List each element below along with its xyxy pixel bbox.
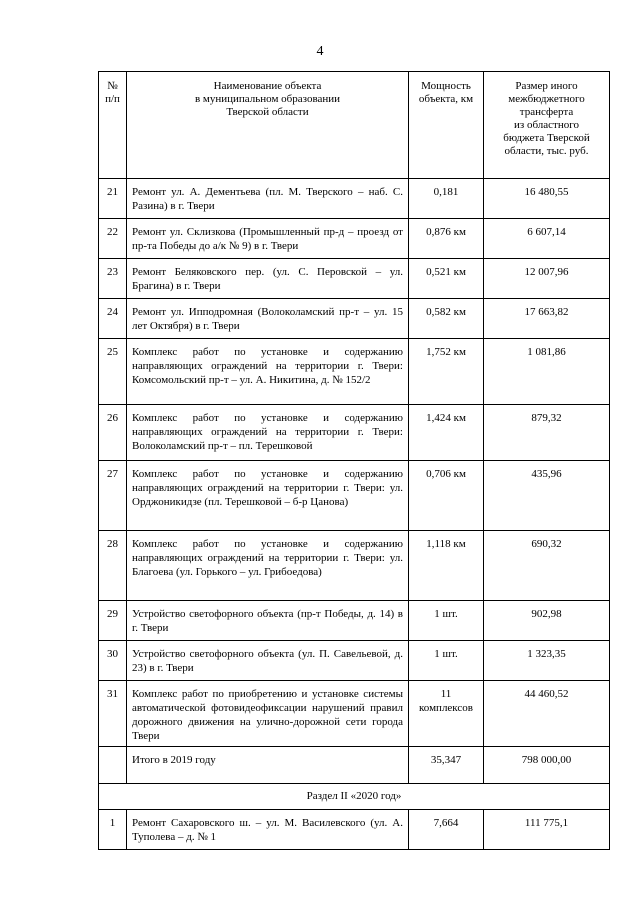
row-num: 24 [99, 299, 127, 339]
row-amount: 12 007,96 [484, 259, 610, 299]
table-row [99, 461, 610, 531]
row-num: 28 [99, 531, 127, 601]
total-label: Итого в 2019 году [127, 747, 409, 784]
transfer-table [98, 71, 610, 850]
header-num: № п/п [99, 72, 127, 179]
total-row [99, 747, 610, 784]
page-number: 4 [316, 44, 324, 59]
row-name: Комплекс работ по установке и содержанию направляющих ограждений на территории г. Твери: ул. Орджоникидзе (пл. Терешковой – б-р Цанова) [127, 461, 409, 531]
row-amount: 17 663,82 [484, 299, 610, 339]
total-capacity: 35,347 [409, 747, 484, 784]
row-amount: 111 775,1 [484, 810, 610, 850]
table-row [99, 179, 610, 219]
row-amount: 1 323,35 [484, 641, 610, 681]
row-capacity: 1,752 км [409, 339, 484, 405]
row-num: 26 [99, 405, 127, 461]
row-amount: 6 607,14 [484, 219, 610, 259]
row-name: Комплекс работ по приобретению и установке системы автоматической фотовидеофиксации нарушений правил дорожного движения на улично-дорожной сети города Твери [127, 681, 409, 747]
row-amount: 16 480,55 [484, 179, 610, 219]
header-amount: Размер иного межбюджетного трансферта из областного бюджета Тверской области, тыс. руб. [484, 72, 610, 179]
section-title: Раздел II «2020 год» [99, 784, 610, 810]
row-num: 27 [99, 461, 127, 531]
row-name: Ремонт Беляковского пер. (ул. С. Перовской – ул. Брагина) в г. Твери [127, 259, 409, 299]
table-row [99, 531, 610, 601]
row-name: Комплекс работ по установке и содержанию направляющих ограждений на территории г. Твери: ул. Благоева (ул. Горького – ул. Грибоедова) [127, 531, 409, 601]
row-name: Ремонт ул. Склизкова (Промышленный пр-д – проезд от пр-та Победы до а/к № 9) в г. Твери [127, 219, 409, 259]
row-amount: 1 081,86 [484, 339, 610, 405]
row-capacity: 11 комплексов [409, 681, 484, 747]
table-header-row [99, 72, 610, 179]
row-num: 31 [99, 681, 127, 747]
table-row [99, 810, 610, 850]
row-name: Комплекс работ по установке и содержанию направляющих ограждений на территории г. Твери: Волоколамский пр-т – пл. Терешковой [127, 405, 409, 461]
row-capacity: 1,118 км [409, 531, 484, 601]
table-row [99, 299, 610, 339]
section-header-row [99, 784, 610, 810]
table-row [99, 339, 610, 405]
row-name: Комплекс работ по установке и содержанию направляющих ограждений на территории г. Твери: Комсомольский пр-т – ул. А. Никитина, д. № 152/2 [127, 339, 409, 405]
header-name: Наименование объекта в муниципальном образовании Тверской области [127, 72, 409, 179]
row-amount: 879,32 [484, 405, 610, 461]
row-capacity: 0,876 км [409, 219, 484, 259]
row-num: 29 [99, 601, 127, 641]
row-num: 25 [99, 339, 127, 405]
header-capacity: Мощность объекта, км [409, 72, 484, 179]
row-amount: 435,96 [484, 461, 610, 531]
row-num: 23 [99, 259, 127, 299]
row-amount: 690,32 [484, 531, 610, 601]
table-row [99, 641, 610, 681]
row-num: 22 [99, 219, 127, 259]
row-capacity: 1 шт. [409, 641, 484, 681]
row-capacity: 0,706 км [409, 461, 484, 531]
row-capacity: 0,181 [409, 179, 484, 219]
row-name: Ремонт ул. А. Дементьева (пл. М. Тверского – наб. С. Разина) в г. Твери [127, 179, 409, 219]
table-row [99, 681, 610, 747]
row-name: Устройство светофорного объекта (пр-т Победы, д. 14) в г. Твери [127, 601, 409, 641]
row-capacity: 1,424 км [409, 405, 484, 461]
total-amount: 798 000,00 [484, 747, 610, 784]
row-capacity: 0,521 км [409, 259, 484, 299]
table-row [99, 259, 610, 299]
row-capacity: 7,664 [409, 810, 484, 850]
table-row [99, 405, 610, 461]
table-row [99, 601, 610, 641]
row-capacity: 1 шт. [409, 601, 484, 641]
row-amount: 44 460,52 [484, 681, 610, 747]
row-num: 1 [99, 810, 127, 850]
table-row [99, 219, 610, 259]
row-name: Ремонт ул. Ипподромная (Волоколамский пр-т – ул. 15 лет Октября) в г. Твери [127, 299, 409, 339]
row-name: Ремонт Сахаровского ш. – ул. М. Василевского (ул. А. Туполева – д. № 1 [127, 810, 409, 850]
row-num: 30 [99, 641, 127, 681]
row-name: Устройство светофорного объекта (ул. П. Савельевой, д. 23) в г. Твери [127, 641, 409, 681]
row-amount: 902,98 [484, 601, 610, 641]
total-num [99, 747, 127, 784]
row-num: 21 [99, 179, 127, 219]
row-capacity: 0,582 км [409, 299, 484, 339]
